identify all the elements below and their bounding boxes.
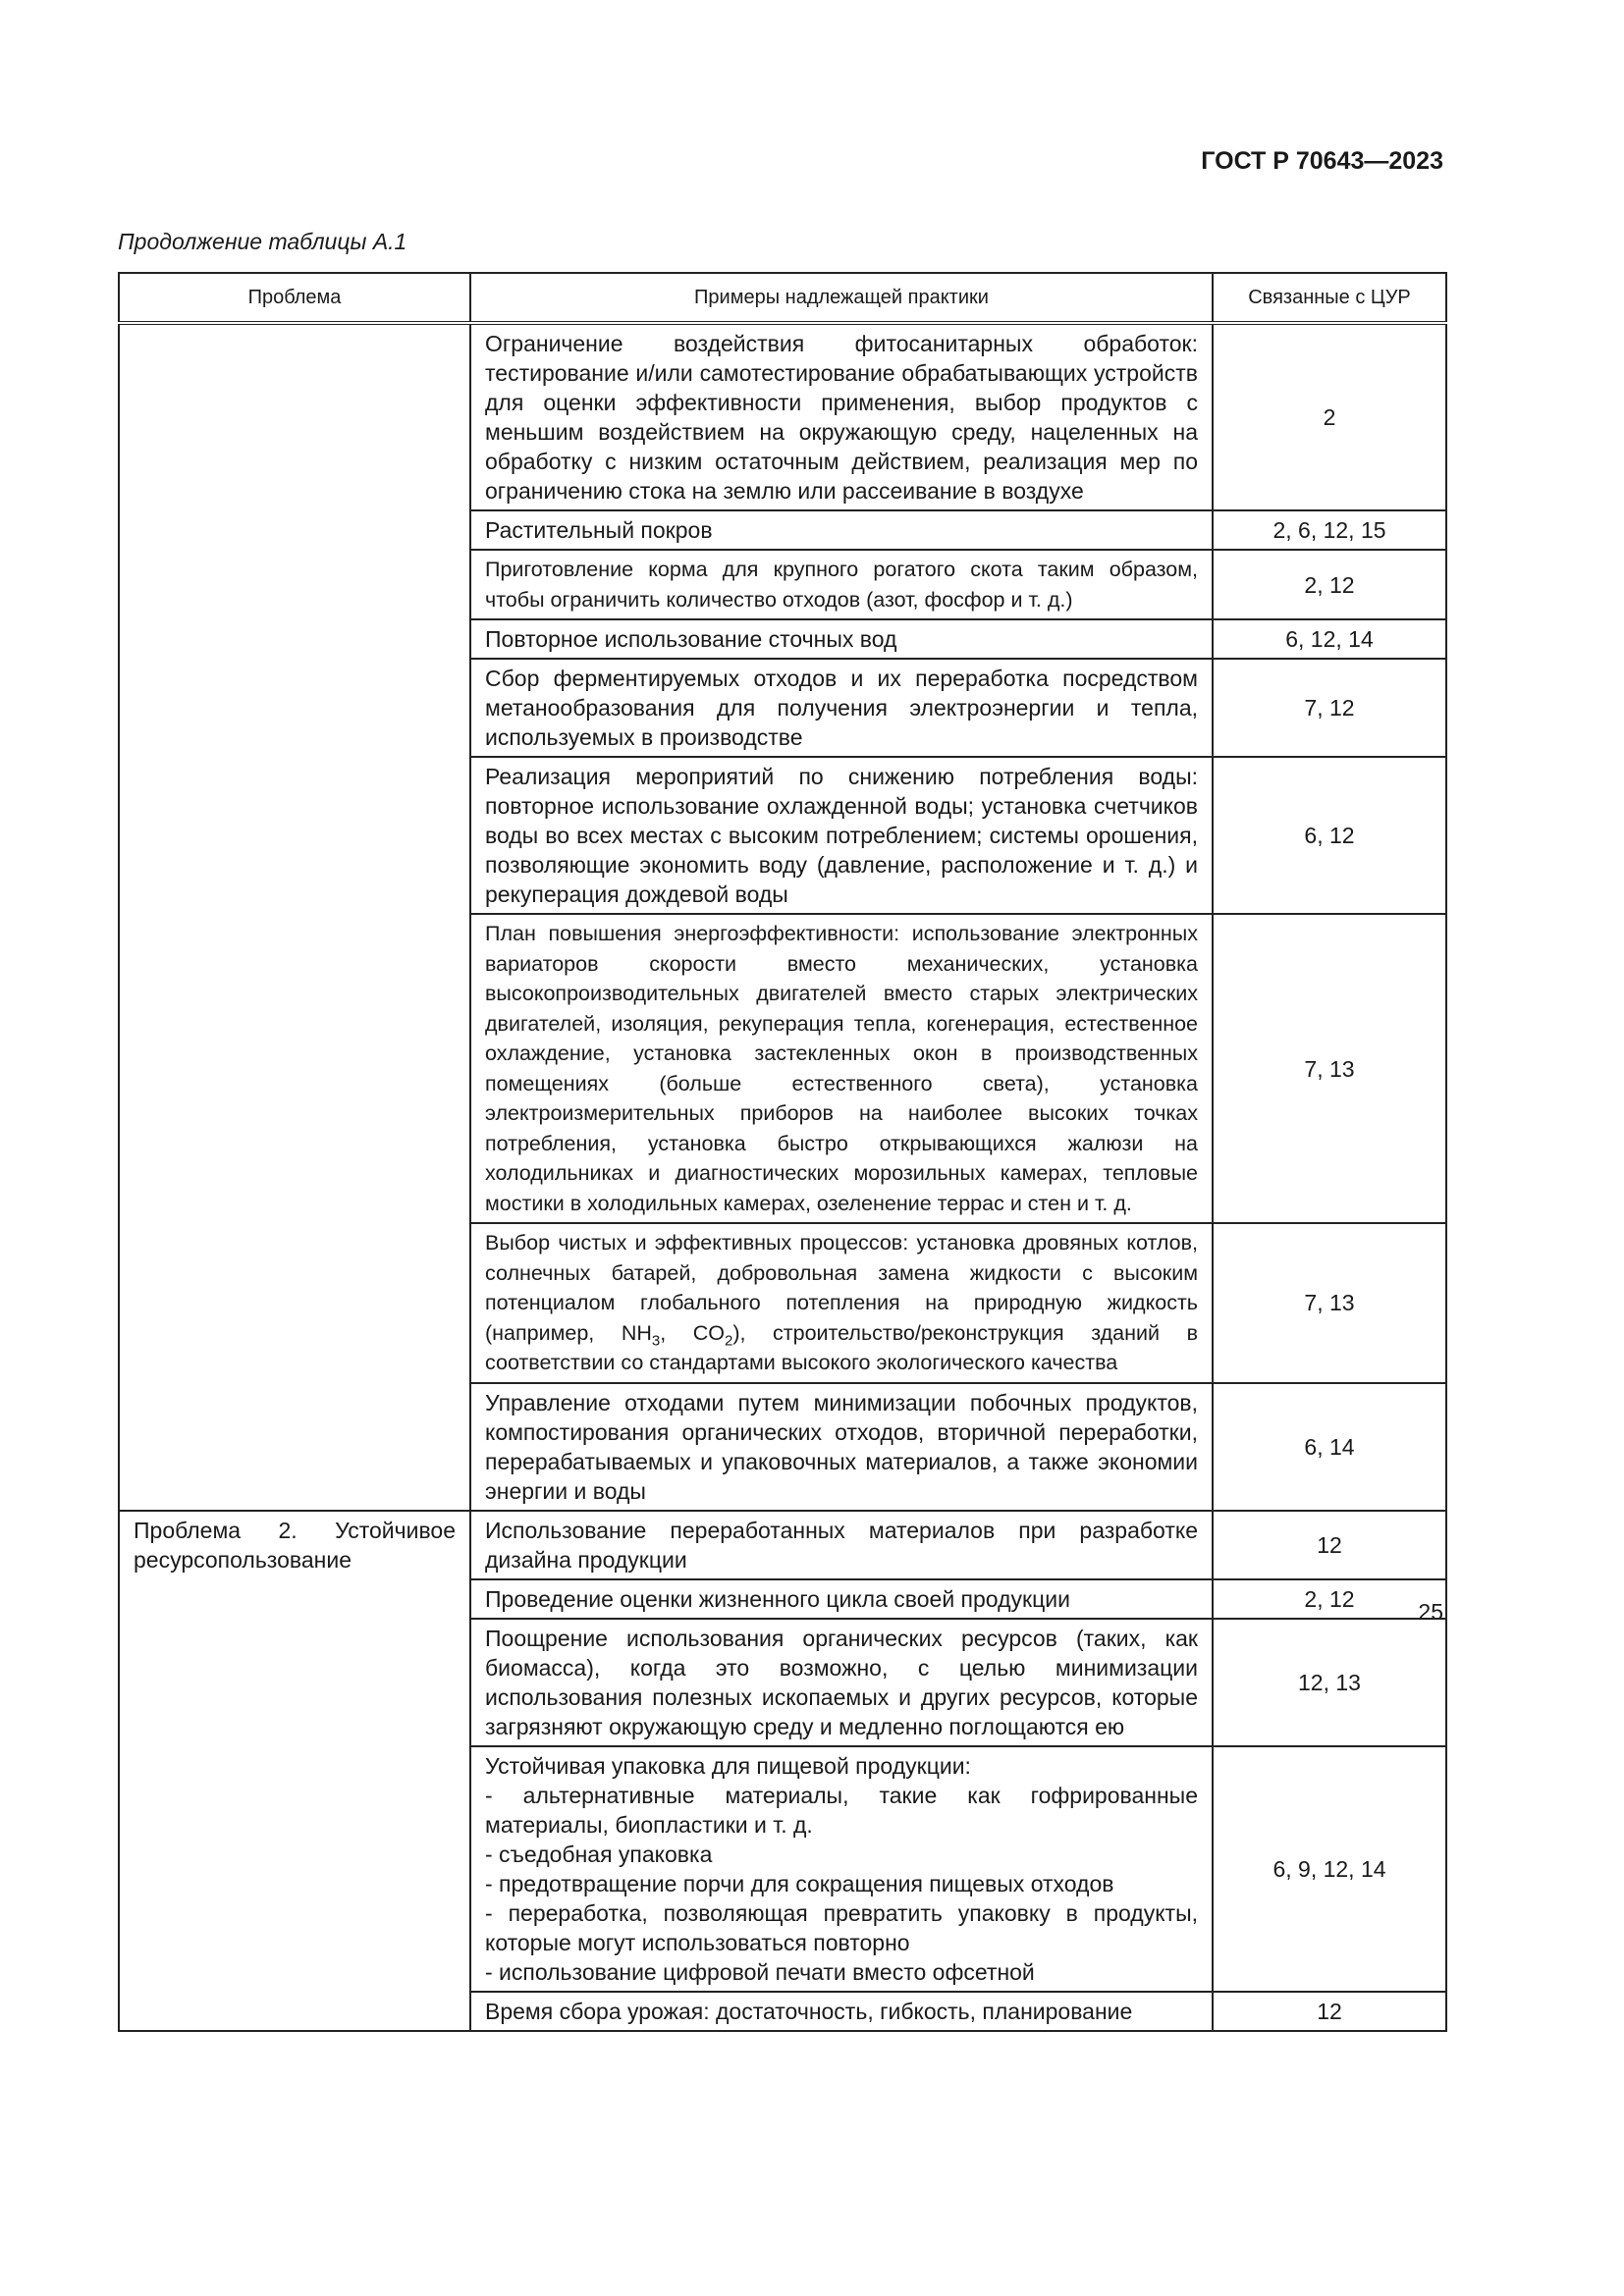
- practice-text: , CO: [660, 1320, 725, 1345]
- header-practices: Примеры надлежащей практики: [470, 273, 1213, 323]
- practice-cell: План повышения энергоэффективности: использование электронных вариаторов скорости вместо механических, установка высокопроизводительных двигателей вместо старых электрических двигателей, изоляция, рекуперация тепла, когенерация, естественное охлаждение, установка застекленных окон в производственных помещениях (больше естественного света), установка электроизмерительных приборов на наиболее высоких точках потребления, установка быстро открывающихся жалюзи на холодильниках и диагностических морозильных камерах, тепловые мостики в холодильных камерах, озеленение террас и стен и т. д.: [470, 914, 1213, 1223]
- sdg-cell: 2, 12: [1213, 550, 1446, 619]
- sdg-cell: 2, 6, 12, 15: [1213, 510, 1446, 550]
- sdg-cell: 6, 12, 14: [1213, 619, 1446, 659]
- sdg-cell: 2, 12: [1213, 1579, 1446, 1619]
- sdg-cell: 6, 14: [1213, 1383, 1446, 1511]
- list-line: - использование цифровой печати вместо офсетной: [485, 1958, 1035, 1985]
- subscript: 2: [725, 1331, 733, 1349]
- document-code: ГОСТ Р 70643—2023: [1201, 147, 1443, 175]
- practice-cell: Ограничение воздействия фитосанитарных обработок: тестирование и/или самотестирование обрабатывающих устройств для оценки эффективности применения, выбор продуктов с меньшим воздействием на окружающую среду, нацеленных на обработку с низким остаточным действием, реализация мер по ограничению стока на землю или рассеивание в воздухе: [470, 323, 1213, 510]
- page-number: 25: [1418, 1599, 1443, 1625]
- practice-cell: Приготовление корма для крупного рогатого скота таким образом, чтобы ограничить количество отходов (азот, фосфор и т. д.): [470, 550, 1213, 619]
- header-problem: Проблема: [119, 273, 470, 323]
- practice-cell: Реализация мероприятий по снижению потребления воды: повторное использование охлажденной воды; установка счетчиков воды во всех местах с высоким потреблением; системы орошения, позволяющие экономить воду (давление, расположение и т. д.) и рекуперация дождевой воды: [470, 757, 1213, 914]
- practice-text: Выбор чистых и эффективных процессов: установка дровяных котлов, солнечных батарей, добровольная замена жидкости с высоким потенциалом глобального потепления на природную жидкость (например, NH: [485, 1231, 1198, 1345]
- practice-cell: Управление отходами путем минимизации побочных продуктов, компостирования органических отходов, вторичной переработки, перерабатываемых и упаковочных материалов, а также экономии энергии и воды: [470, 1383, 1213, 1511]
- problem-cell-empty: [119, 323, 470, 1511]
- practice-cell: Растительный покров: [470, 510, 1213, 550]
- practice-text: ), строительство/реконструкция зданий в соответствии со стандартами высокого экологического качества: [485, 1320, 1198, 1374]
- sdg-cell: 7, 13: [1213, 1223, 1446, 1383]
- table-header-row: [119, 273, 1446, 323]
- table-row: [119, 1511, 1446, 1579]
- subscript: 3: [651, 1331, 661, 1349]
- sdg-cell: 7, 12: [1213, 659, 1446, 757]
- table-caption: Продолжение таблицы А.1: [118, 229, 407, 254]
- list-line: - съедобная упаковка: [485, 1841, 713, 1867]
- sdg-cell: 6, 9, 12, 14: [1213, 1746, 1446, 1992]
- list-line: - альтернативные материалы, такие как гофрированные материалы, биопластики и т. д.: [485, 1782, 1198, 1838]
- practice-cell: [470, 1746, 1213, 1992]
- sdg-cell: 12, 13: [1213, 1619, 1446, 1746]
- sdg-cell: 12: [1213, 1511, 1446, 1579]
- sdg-cell: 6, 12: [1213, 757, 1446, 914]
- practice-cell: Время сбора урожая: достаточность, гибкость, планирование: [470, 1992, 1213, 2031]
- practice-cell: [470, 1223, 1213, 1383]
- practice-cell: Использование переработанных материалов при разработке дизайна продукции: [470, 1511, 1213, 1579]
- sdg-cell: 2: [1213, 323, 1446, 510]
- list-line: Устойчивая упаковка для пищевой продукции:: [485, 1752, 971, 1779]
- header-sdg: Связанные с ЦУР: [1213, 273, 1446, 323]
- sdg-cell: 7, 13: [1213, 914, 1446, 1223]
- sdg-cell: 12: [1213, 1992, 1446, 2031]
- practice-cell: Сбор ферментируемых отходов и их переработка посредством метанообразования для получения электроэнергии и тепла, используемых в производстве: [470, 659, 1213, 757]
- problem-cell: Проблема 2. Устойчивое ресурсопользование: [119, 1511, 470, 2031]
- list-line: - предотвращение порчи для сокращения пищевых отходов: [485, 1870, 1114, 1896]
- practice-cell: Повторное использование сточных вод: [470, 619, 1213, 659]
- practice-cell: Поощрение использования органических ресурсов (таких, как биомасса), когда это возможно, с целью минимизации использования полезных ископаемых и других ресурсов, которые загрязняют окружающую среду и медленно поглощаются ею: [470, 1619, 1213, 1746]
- practices-table: [118, 272, 1447, 2032]
- list-line: - переработка, позволяющая превратить упаковку в продукты, которые могут использоваться повторно: [485, 1899, 1198, 1955]
- table-row: [119, 323, 1446, 510]
- practice-cell: Проведение оценки жизненного цикла своей продукции: [470, 1579, 1213, 1619]
